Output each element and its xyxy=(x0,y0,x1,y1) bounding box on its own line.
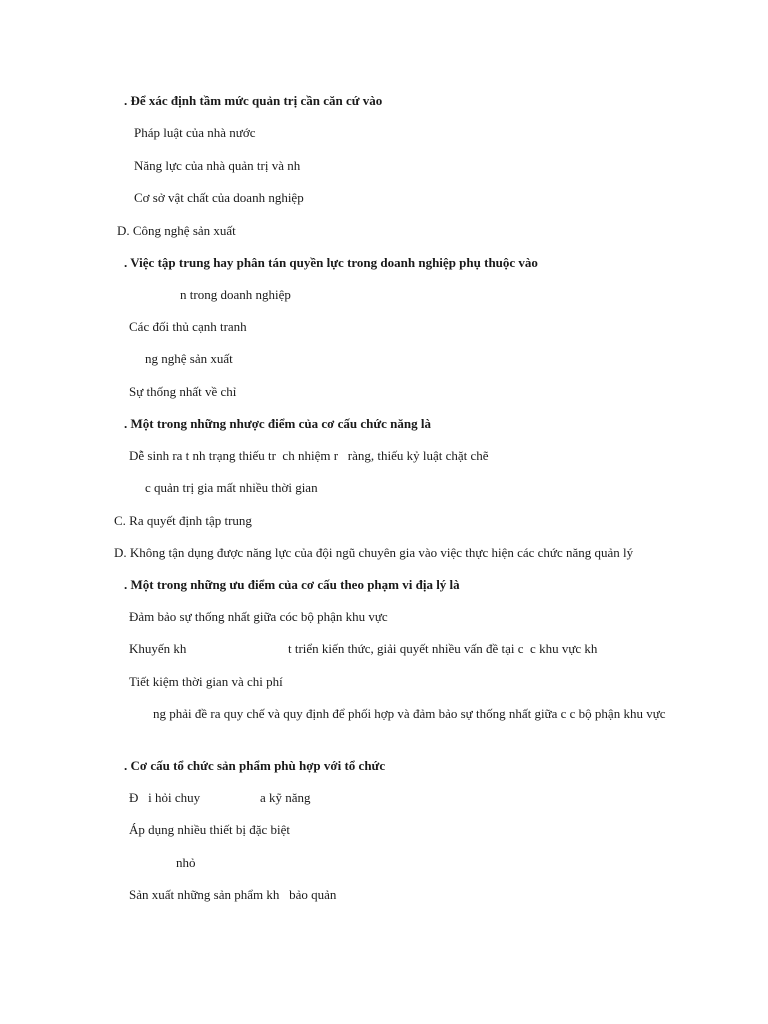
question-4: . Một trong những ưu điểm của cơ cấu theo phạm vi địa lý là xyxy=(124,577,460,592)
answer-5a-start: Đ i hỏi chuy xyxy=(129,790,201,805)
question-5: . Cơ cấu tổ chức sản phẩm phù hợp với tổ chức xyxy=(124,758,386,773)
answer-4c: Tiết kiệm thời gian và chi phí xyxy=(129,674,283,689)
answer-4b-end: t triển kiến thức, giải quyết nhiều vấn đề tại c c khu vực kh xyxy=(288,641,598,656)
answer-3c: C. Ra quyết định tập trung xyxy=(114,513,252,528)
answer-4a: Đảm bảo sự thống nhất giữa cóc bộ phận khu vực xyxy=(129,609,388,624)
answer-2d: Sự thống nhất về chỉ xyxy=(129,384,237,399)
answer-3a: Dễ sinh ra t nh trạng thiếu tr ch nhiệm r ràng, thiếu kỷ luật chặt chẽ xyxy=(129,448,489,463)
answer-1d: D. Công nghệ sản xuất xyxy=(117,223,236,238)
answer-3d: D. Không tận dụng được năng lực của đội ngũ chuyên gia vào việc thực hiện các chức năng quản lý xyxy=(114,545,634,560)
answer-5b: Áp dụng nhiều thiết bị đặc biệt xyxy=(129,822,291,837)
question-2: . Việc tập trung hay phân tán quyền lực trong doanh nghiệp phụ thuộc vào xyxy=(124,255,538,270)
question-1: . Để xác định tầm mức quản trị cần căn cứ vào xyxy=(124,93,383,108)
answer-5d: Sản xuất những sản phẩm kh bảo quản xyxy=(129,887,337,902)
answer-1b: Năng lực của nhà quản trị và nh xyxy=(134,158,301,173)
answer-1c: Cơ sở vật chất của doanh nghiệp xyxy=(134,190,304,205)
answer-2a: n trong doanh nghiệp xyxy=(180,287,291,302)
answer-1a: Pháp luật của nhà nước xyxy=(134,125,256,140)
answer-5a-end: a kỹ năng xyxy=(260,790,311,805)
answer-2b: Các đối thủ cạnh tranh xyxy=(129,319,247,334)
answer-5c: nhỏ xyxy=(176,855,196,870)
question-3: . Một trong những nhược điểm của cơ cấu chức năng là xyxy=(124,416,431,431)
answer-3b: c quản trị gia mất nhiều thời gian xyxy=(145,480,318,495)
answer-4d: ng phải đề ra quy chế và quy định để phối hợp và đảm bảo sự thống nhất giữa c c bộ phận khu vực xyxy=(153,706,666,721)
answer-2c: ng nghệ sản xuất xyxy=(145,351,233,366)
answer-4b-start: Khuyến kh xyxy=(129,641,187,656)
